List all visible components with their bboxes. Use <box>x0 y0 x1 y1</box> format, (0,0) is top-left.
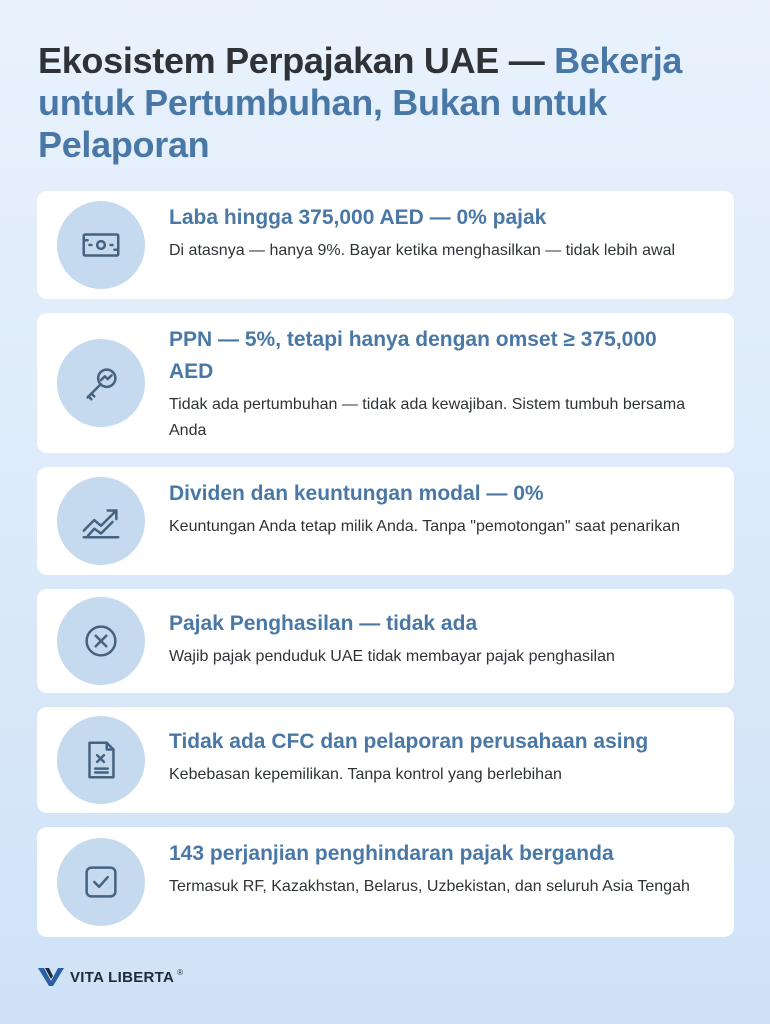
card-title: Dividen dan keuntungan modal — 0% <box>169 482 544 505</box>
brand-footer <box>38 964 183 990</box>
card-description: Di atasnya — hanya 9%. Bayar ketika menghasilkan — tidak lebih awal <box>169 242 676 259</box>
benefit-card-dividends <box>37 467 734 575</box>
card-title: Laba hingga 375,000 AED — 0% pajak <box>169 206 547 229</box>
page-title-accent: Bekerja untuk Pertumbuhan, Bukan untuk Pelaporan <box>38 40 683 165</box>
benefit-card-cfc <box>37 707 734 813</box>
check-square-icon <box>57 838 145 926</box>
brand-name: VITA LIBERTA <box>70 968 175 986</box>
x-circle-icon <box>57 597 145 685</box>
trend-up-icon <box>57 477 145 565</box>
banknote-icon <box>57 201 145 289</box>
benefit-card-profit <box>37 191 734 299</box>
page-title-dark: Ekosistem Perpajakan UAE — <box>38 40 555 81</box>
card-title: Pajak Penghasilan — tidak ada <box>169 612 478 635</box>
card-description: Wajib pajak penduduk UAE tidak membayar pajak penghasilan <box>169 648 615 665</box>
page-title <box>38 40 728 166</box>
benefit-card-vat <box>37 313 734 453</box>
card-title: PPN — 5%, tetapi hanya dengan omset ≥ 375,000 AED <box>169 328 657 383</box>
registered-mark: ® <box>177 967 184 977</box>
benefit-card-treaties <box>37 827 734 937</box>
growth-key-icon <box>57 339 145 427</box>
card-description: Keuntungan Anda tetap milik Anda. Tanpa "pemotongan" saat penarikan <box>169 518 680 535</box>
vita-liberta-logo-icon <box>38 967 64 987</box>
card-title: Tidak ada CFC dan pelaporan perusahaan asing <box>169 730 649 753</box>
document-x-icon <box>57 716 145 804</box>
card-title: 143 perjanjian penghindaran pajak berganda <box>169 842 614 865</box>
card-description: Tidak ada pertumbuhan — tidak ada kewajiban. Sistem tumbuh bersama Anda <box>169 396 686 439</box>
card-description: Kebebasan kepemilikan. Tanpa kontrol yang berlebihan <box>169 766 562 783</box>
card-description: Termasuk RF, Kazakhstan, Belarus, Uzbekistan, dan seluruh Asia Tengah <box>169 878 690 895</box>
benefit-card-income-tax <box>37 589 734 693</box>
